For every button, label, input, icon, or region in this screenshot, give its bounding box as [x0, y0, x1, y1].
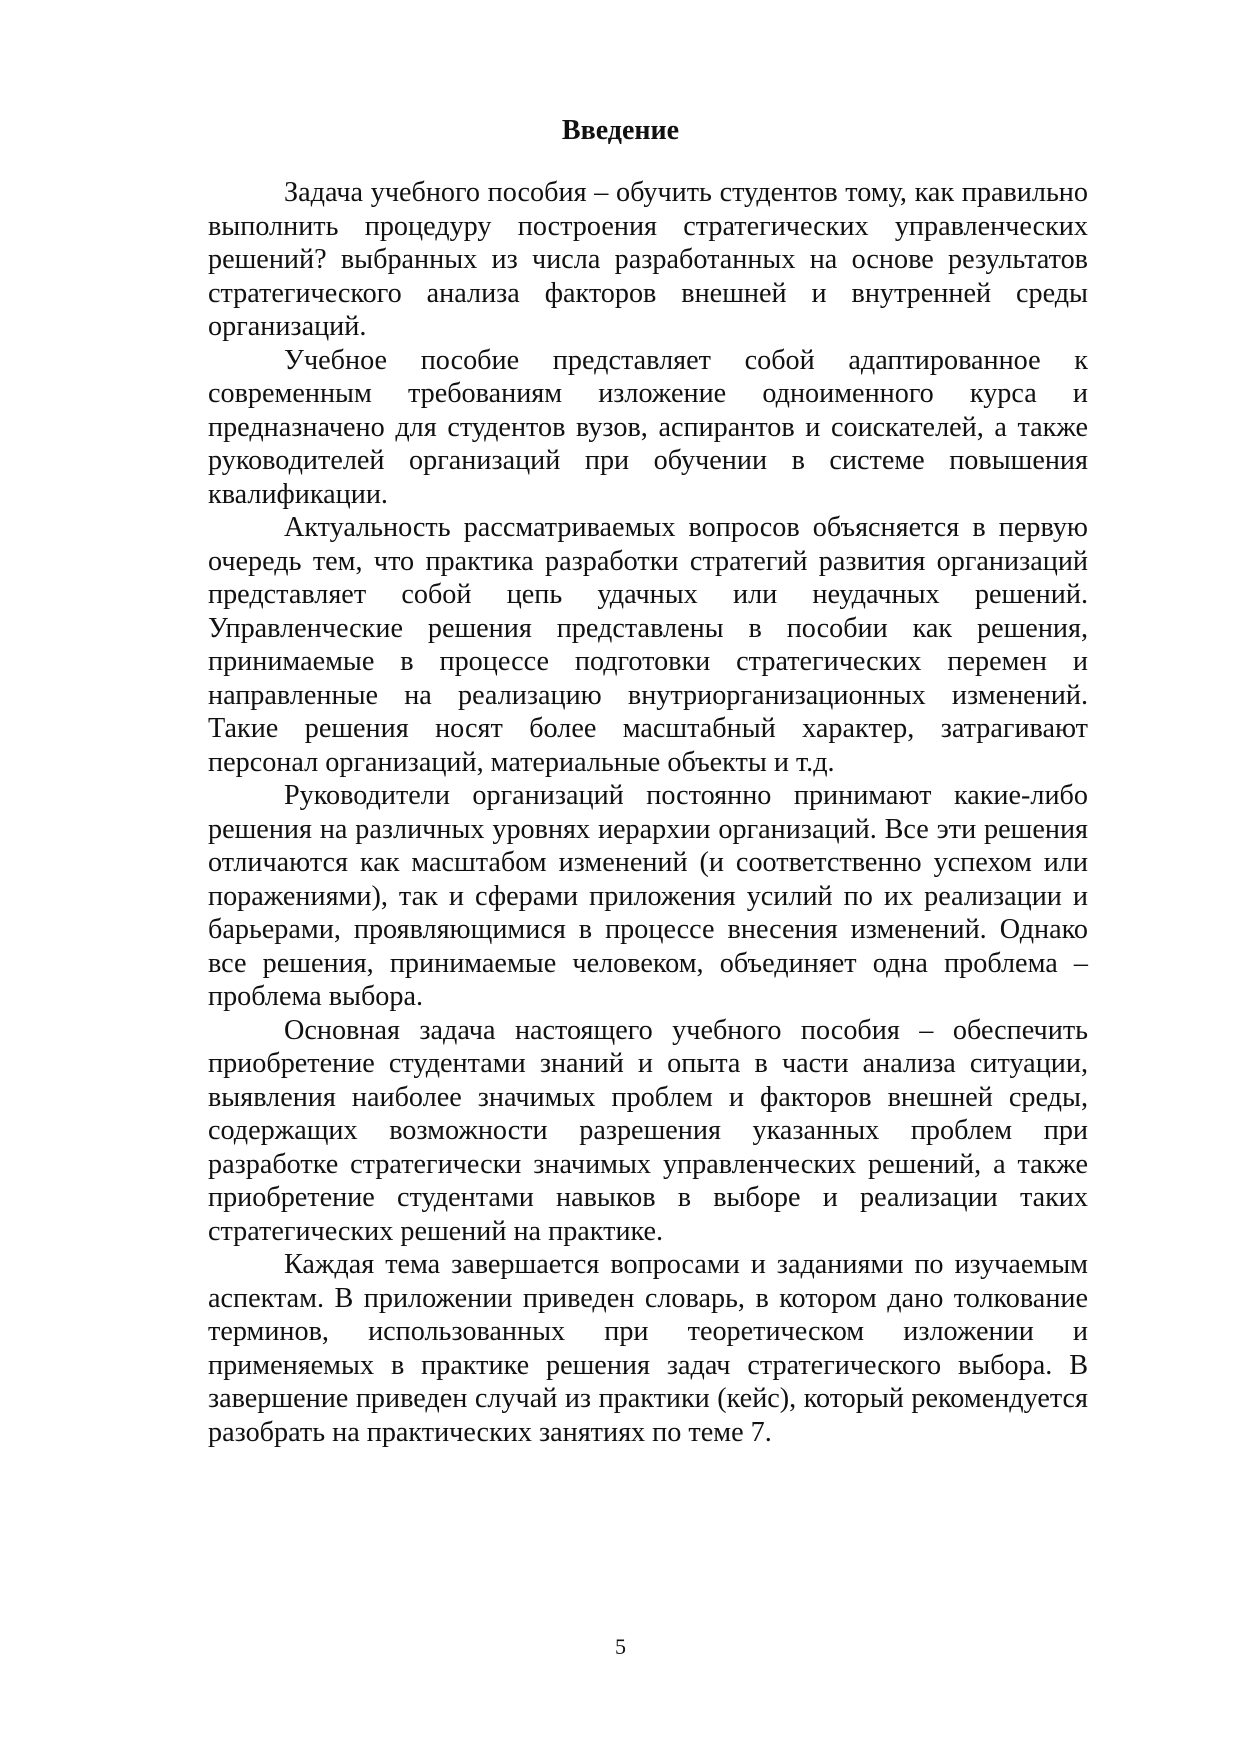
- paragraph: Каждая тема завершается вопросами и заданиями по изучаемым аспектам. В приложении приведен словарь, в котором дано толкование терминов, использованных при теоретическом изложении и применяемых в практике решения задач стратегического выбора. В завершение приведен случай из практики (кейс), который рекомендуется разобрать на практических занятиях по теме 7.: [208, 1249, 1088, 1448]
- paragraph: Задача учебного пособия – обучить студентов тому, как правильно выполнить процедуру построения стратегических управленческих решений? выбранных из числа разработанных на основе результатов стратегического анализа факторов внешней и внутренней среды организаций.: [208, 177, 1088, 342]
- paragraph: Учебное пособие представляет собой адаптированное к современным требованиям изложение одноименного курса и предназначено для студентов вузов, аспирантов и соискателей, а также руководителей организаций при обучении в системе повышения квалификации.: [208, 344, 1088, 510]
- page-number: 5: [615, 1634, 626, 1659]
- paragraph: Основная задача настоящего учебного пособия – обеспечить приобретение студентами знаний и опыта в части анализа ситуации, выявления наиболее значимых проблем и факторов внешней среды, содержащих возможности разрешения указанных проблем при разработке стратегически значимых управленческих решений, а также приобретение студентами навыков в выборе и реализации таких стратегических решений на практике.: [208, 1014, 1088, 1247]
- body-text: [208, 176, 1088, 1449]
- paragraph: Актуальность рассматриваемых вопросов объясняется в первую очередь тем, что практика разработки стратегий развития организаций представляет собой цепь удачных или неудачных решений. Управленческие решения представлены в пособии как решения, принимаемые в процессе подготовки стратегических перемен и направленные на реализацию внутриорганизационных изменений. Такие решения носят более масштабный характер, затрагивают персонал организаций, материальные объекты и т.д.: [208, 512, 1088, 778]
- section-title: Введение: [561, 115, 680, 146]
- paragraph: Руководители организаций постоянно принимают какие-либо решения на различных уровнях иерархии организаций. Все эти решения отличаются как масштабом изменений (и соответственно успехом или поражениями), так и сферами приложения усилий по их реализации и барьерами, проявляющимися в процессе внесения изменений. Однако все решения, принимаемые человеком, объединяет одна проблема – проблема выбора.: [208, 780, 1088, 1012]
